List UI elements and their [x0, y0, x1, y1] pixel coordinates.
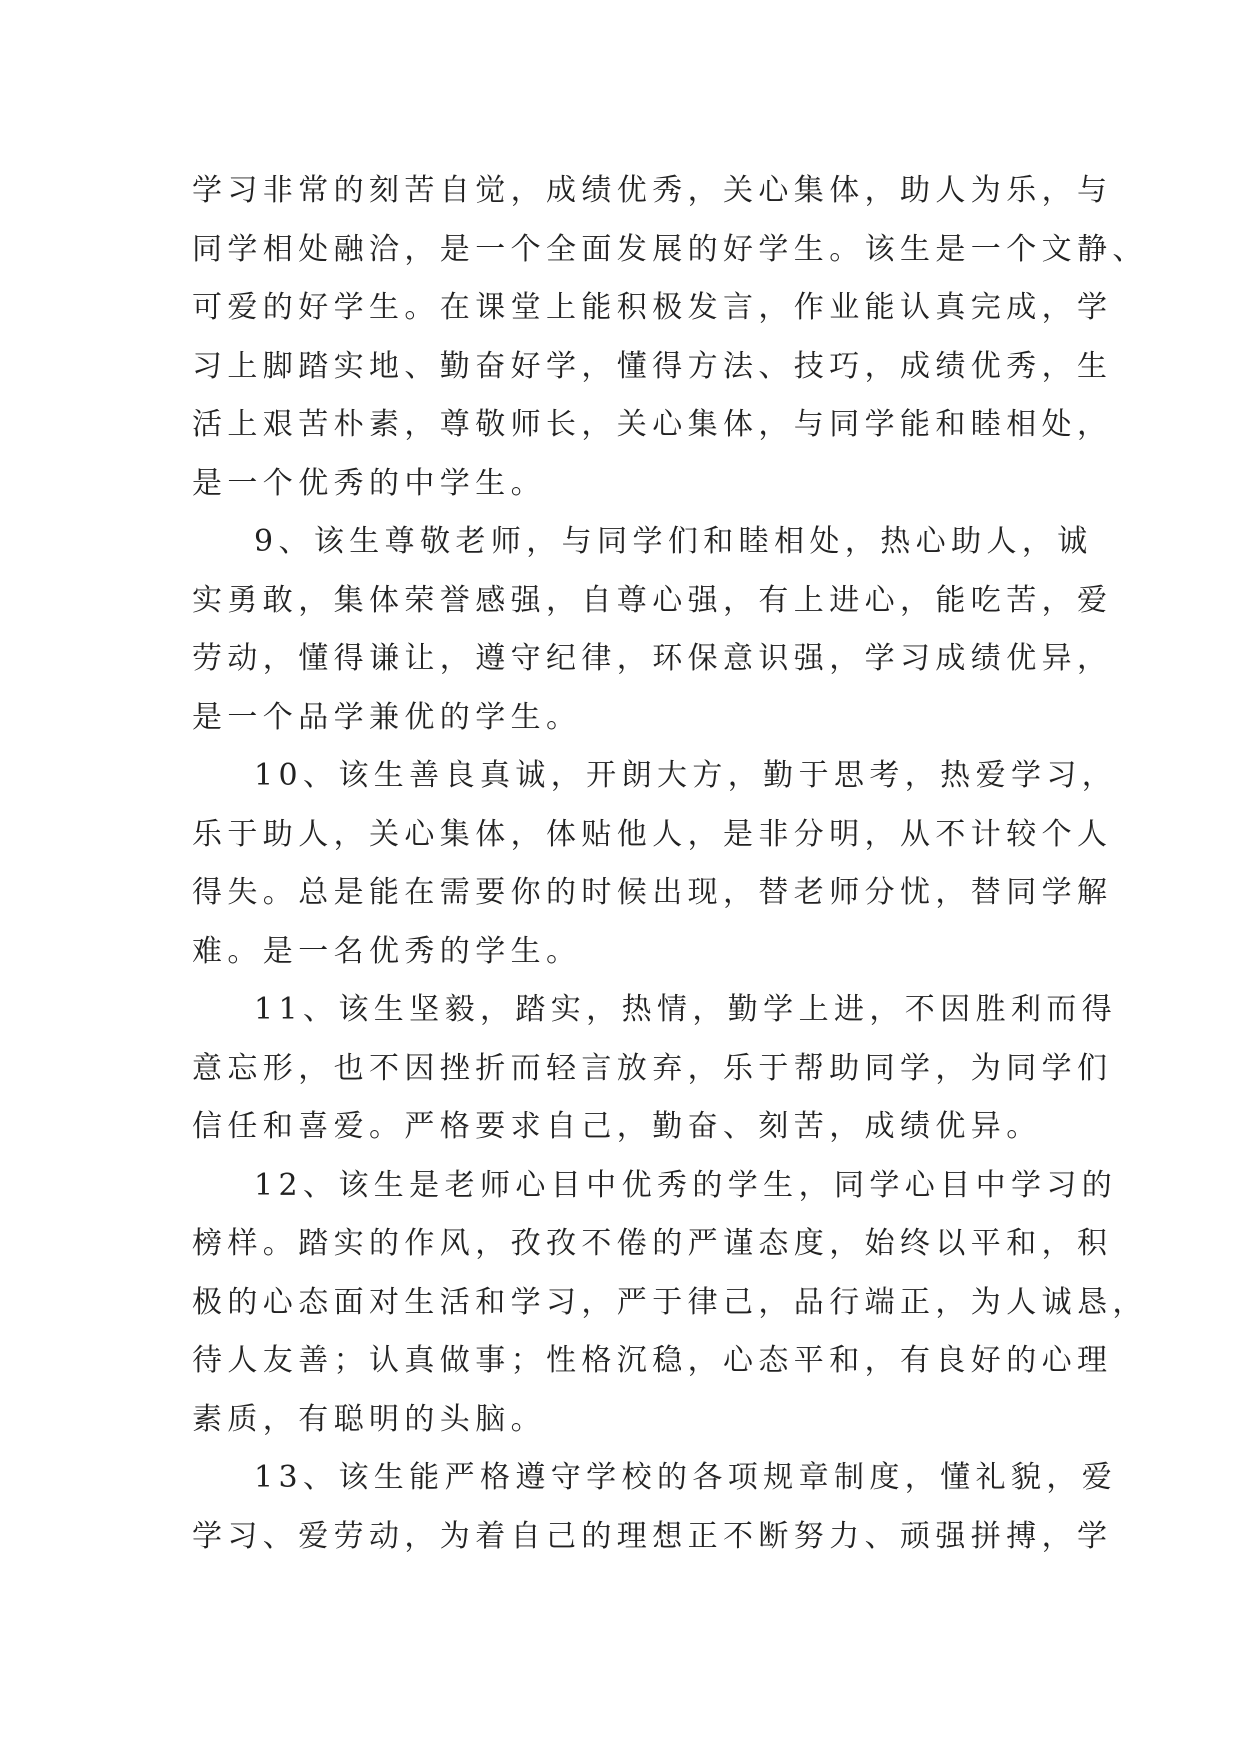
paragraph-continuation [192, 162, 1148, 513]
text-line: 乐于助人，关心集体，体贴他人，是非分明，从不计较个人 [192, 816, 1113, 852]
paragraph-item-11 [192, 981, 1118, 1157]
text-line: 信任和喜爱。严格要求自己，勤奋、刻苦，成绩优异。 [192, 1109, 1042, 1144]
paragraph-item-10 [192, 747, 1118, 981]
text-line: 劳动，懂得谦让，遵守纪律，环保意识强，学习成绩优异， [192, 641, 1113, 676]
text-line: 10、该生善良真诚，开朗大方，勤于思考，热爱学习， [254, 758, 1118, 793]
text-line: 意忘形，也不因挫折而轻言放弃，乐于帮助同学，为同学们 [192, 1050, 1113, 1086]
text-line: 素质，有聪明的头脑。 [192, 1401, 546, 1437]
text-line: 13、该生能严格遵守学校的各项规章制度，懂礼貌，爱 [254, 1460, 1118, 1495]
text-line: 得失。总是能在需要你的时候出现，替老师分忧，替同学解 [192, 875, 1113, 910]
text-line: 可爱的好学生。在课堂上能积极发言，作业能认真完成，学 [192, 290, 1113, 325]
text-line: 9、该生尊敬老师，与同学们和睦相处，热心助人，诚 [254, 524, 1093, 559]
text-line: 学习非常的刻苦自觉，成绩优秀，关心集体，助人为乐，与 [192, 173, 1113, 208]
paragraph-item-13 [192, 1449, 1118, 1566]
text-line: 待人友善；认真做事；性格沉稳，心态平和，有良好的心理 [192, 1343, 1113, 1378]
text-line: 榜样。踏实的作风，孜孜不倦的严谨态度，始终以平和，积 [192, 1226, 1113, 1261]
paragraph-item-9 [192, 513, 1113, 747]
text-line: 是一个品学兼优的学生。 [192, 699, 582, 735]
text-line: 11、该生坚毅，踏实，热情，勤学上进，不因胜利而得 [254, 992, 1118, 1027]
text-line: 活上艰苦朴素，尊敬师长，关心集体，与同学能和睦相处， [192, 407, 1113, 442]
paragraph-item-12 [192, 1157, 1148, 1450]
text-line: 是一个优秀的中学生。 [192, 465, 546, 501]
text-line: 学习、爱劳动，为着自己的理想正不断努力、顽强拼搏，学 [192, 1518, 1113, 1554]
text-line: 极的心态面对生活和学习，严于律己，品行端正，为人诚恳， [192, 1284, 1148, 1320]
text-line: 习上脚踏实地、勤奋好学，懂得方法、技巧，成绩优秀，生 [192, 348, 1113, 384]
text-line: 难。是一名优秀的学生。 [192, 933, 582, 969]
text-line: 同学相处融洽，是一个全面发展的好学生。该生是一个文静、 [192, 231, 1148, 267]
text-line: 实勇敢，集体荣誉感强，自尊心强，有上进心，能吃苦，爱 [192, 582, 1113, 618]
text-line: 12、该生是老师心目中优秀的学生，同学心目中学习的 [254, 1167, 1118, 1203]
document-body [192, 162, 1148, 1566]
